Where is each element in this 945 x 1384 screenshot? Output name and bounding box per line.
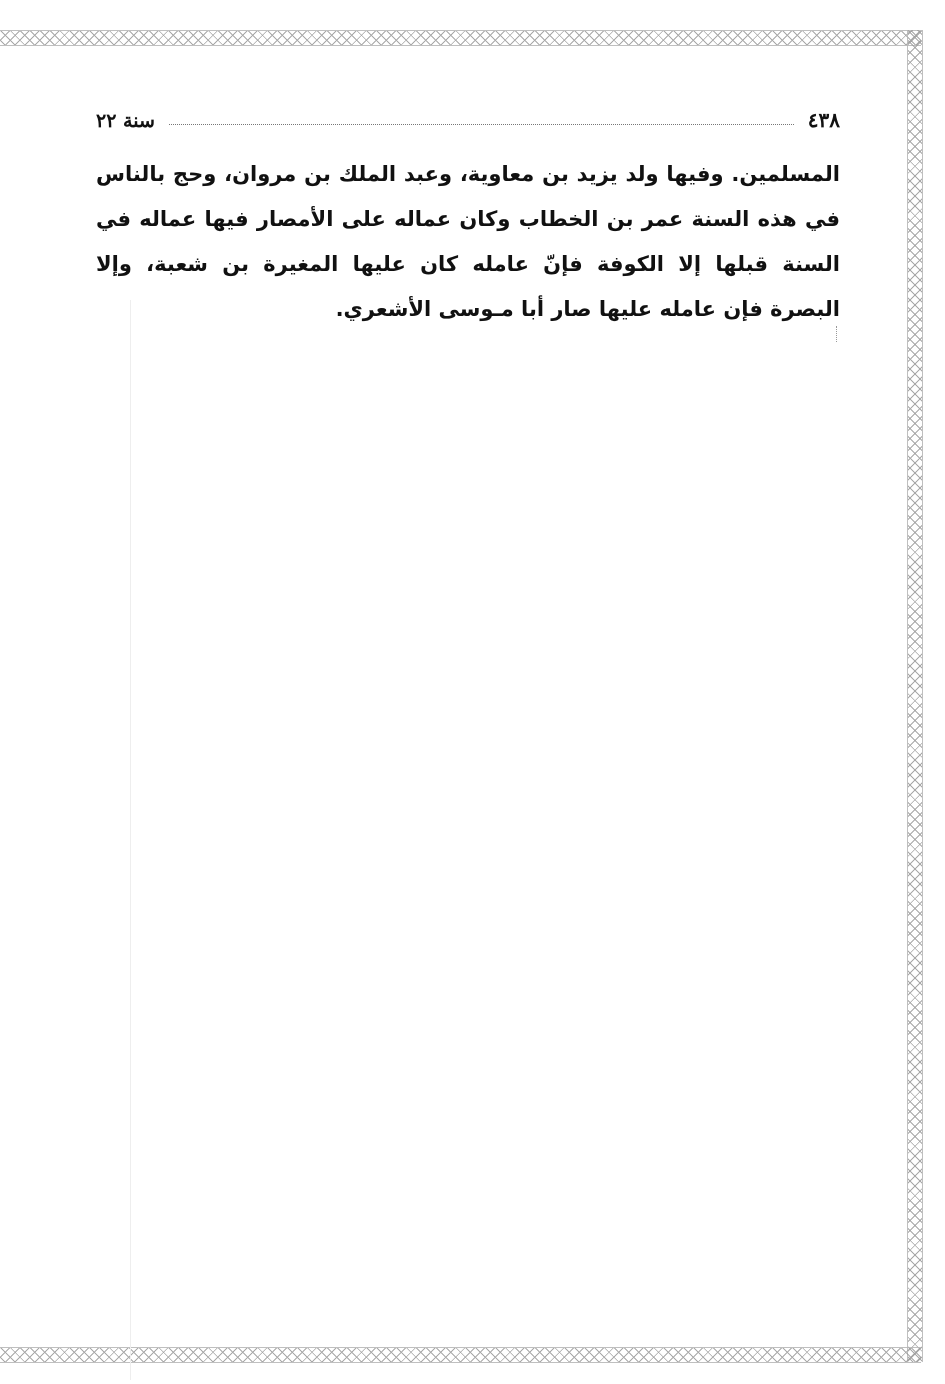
running-header: [96, 100, 840, 132]
header-dotted-leader: [169, 124, 794, 125]
scan-artifact-line: [130, 300, 131, 1380]
body-paragraph: المسلمين. وفيها ولد يزيد بن معاوية، وعبد الملك بن مروان، وحج بالناس في هذه السنة عمر بن الخطاب وكان عماله على الأمصار فيها عماله في السنة قبلها إلا الكوفة فإنّ عامله كان عليها المغيرة بن شعبة، وإلا البصرة فإن عامله عليها صار أبا مـوسى الأشعري.: [96, 162, 840, 321]
decorative-border-right: [907, 30, 923, 1362]
page-number: ٤٣٨: [807, 108, 840, 132]
margin-mark: [836, 326, 838, 342]
decorative-border-top: [0, 30, 921, 46]
decorative-border-bottom: [0, 1347, 921, 1363]
running-title: سنة ٢٢: [96, 110, 155, 132]
